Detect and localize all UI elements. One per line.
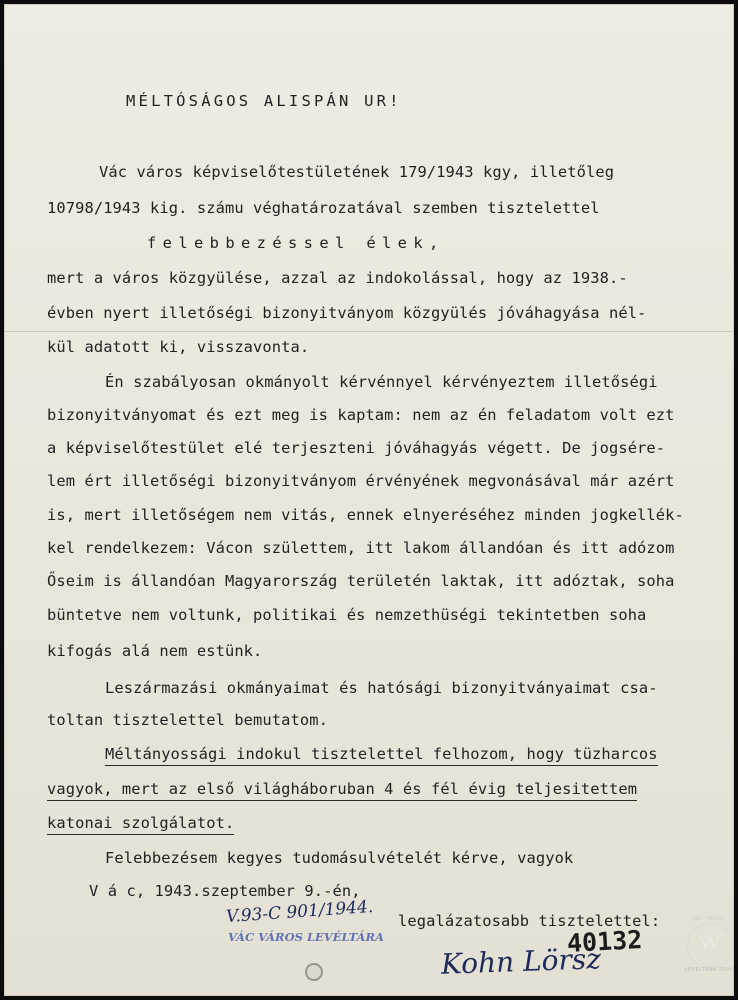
text-line: a képviselőtestület elé terjeszteni jóváhagyás végett. De jogsére- [47, 439, 666, 457]
text-line: kül adatott ki, visszavonta. [47, 338, 310, 356]
salutation-line: legalázatosabb tisztelettel: [398, 912, 661, 930]
text-line: toltan tisztelettel bemutatom. [47, 711, 328, 729]
date-line: V á c, 1943.szeptember 9.-én, [89, 882, 361, 900]
registry-number: 40132 [566, 925, 643, 958]
underlined-line: Méltányossági indokul tisztelettel felhozom, hogy tüzharcos [105, 744, 658, 766]
paper-fold [5, 331, 733, 332]
text-line: is, mert illetőségem nem vitás, ennek elnyeréséhez minden jogkellék- [47, 506, 684, 524]
text-line: bizonyitványomat és ezt meg is kaptam: nem az én feladatom volt ezt [47, 406, 675, 424]
punch-hole [305, 963, 323, 981]
text-line: lem ért illetőségi bizonyitványom érvényének megvonásával már azért [47, 472, 675, 490]
watermark-letters: VV [699, 936, 719, 952]
document-page [4, 4, 734, 996]
text-line: büntetve nem voltunk, politikai és nemzethüségi tekintetben soha [47, 606, 647, 624]
watermark-top-text: VÁC VÁROS [692, 916, 726, 922]
underlined-line: vagyok, mert az első világháboruban 4 és fél évig teljesitettem [47, 779, 637, 801]
text-line-spaced: felebbezéssel élek, [147, 234, 445, 252]
text-line: 10798/1943 kig. számu véghatározatával szemben tisztelettel [47, 199, 600, 217]
text-line: mert a város közgyülése, azzal az indokolással, hogy az 1938.- [47, 269, 628, 287]
closing-line: Felebbezésem kegyes tudomásulvételét kérve, vagyok [105, 849, 574, 867]
archive-watermark-logo [680, 916, 738, 974]
text-line: Én szabályosan okmányolt kérvénnyel kérvényeztem illetőségi [105, 373, 658, 391]
text-line: Őseim is állandóan Magyarország területén laktak, itt adóztak, soha [47, 572, 675, 590]
text-line: Vác város képviselőtestületének 179/1943 kgy, illetőleg [99, 163, 615, 181]
text-line: Leszármazási okmányaimat és hatósági bizonyitványaimat csa- [105, 679, 658, 697]
text-line: kel rendelkezem: Vácon születtem, itt lakom állandóan és itt adózom [47, 539, 675, 557]
underlined-line: katonai szolgálatot. [47, 813, 234, 835]
watermark-bottom-text: LEVÉLTÁRA 2004 [684, 967, 734, 973]
text-line: évben nyert illetőségi bizonyitványom közgyülés jóváhagyása nél- [47, 304, 647, 322]
signature: Kohn Lörsz [440, 942, 602, 981]
archive-stamp: VÁC VÁROS LEVÉLTÁRA [228, 930, 384, 944]
document-title: MÉLTÓSÁGOS ALISPÁN UR! [126, 92, 402, 110]
text-line: kifogás alá nem estünk. [47, 642, 263, 660]
handwritten-reference: V.93-C 901/1944. [225, 896, 374, 928]
